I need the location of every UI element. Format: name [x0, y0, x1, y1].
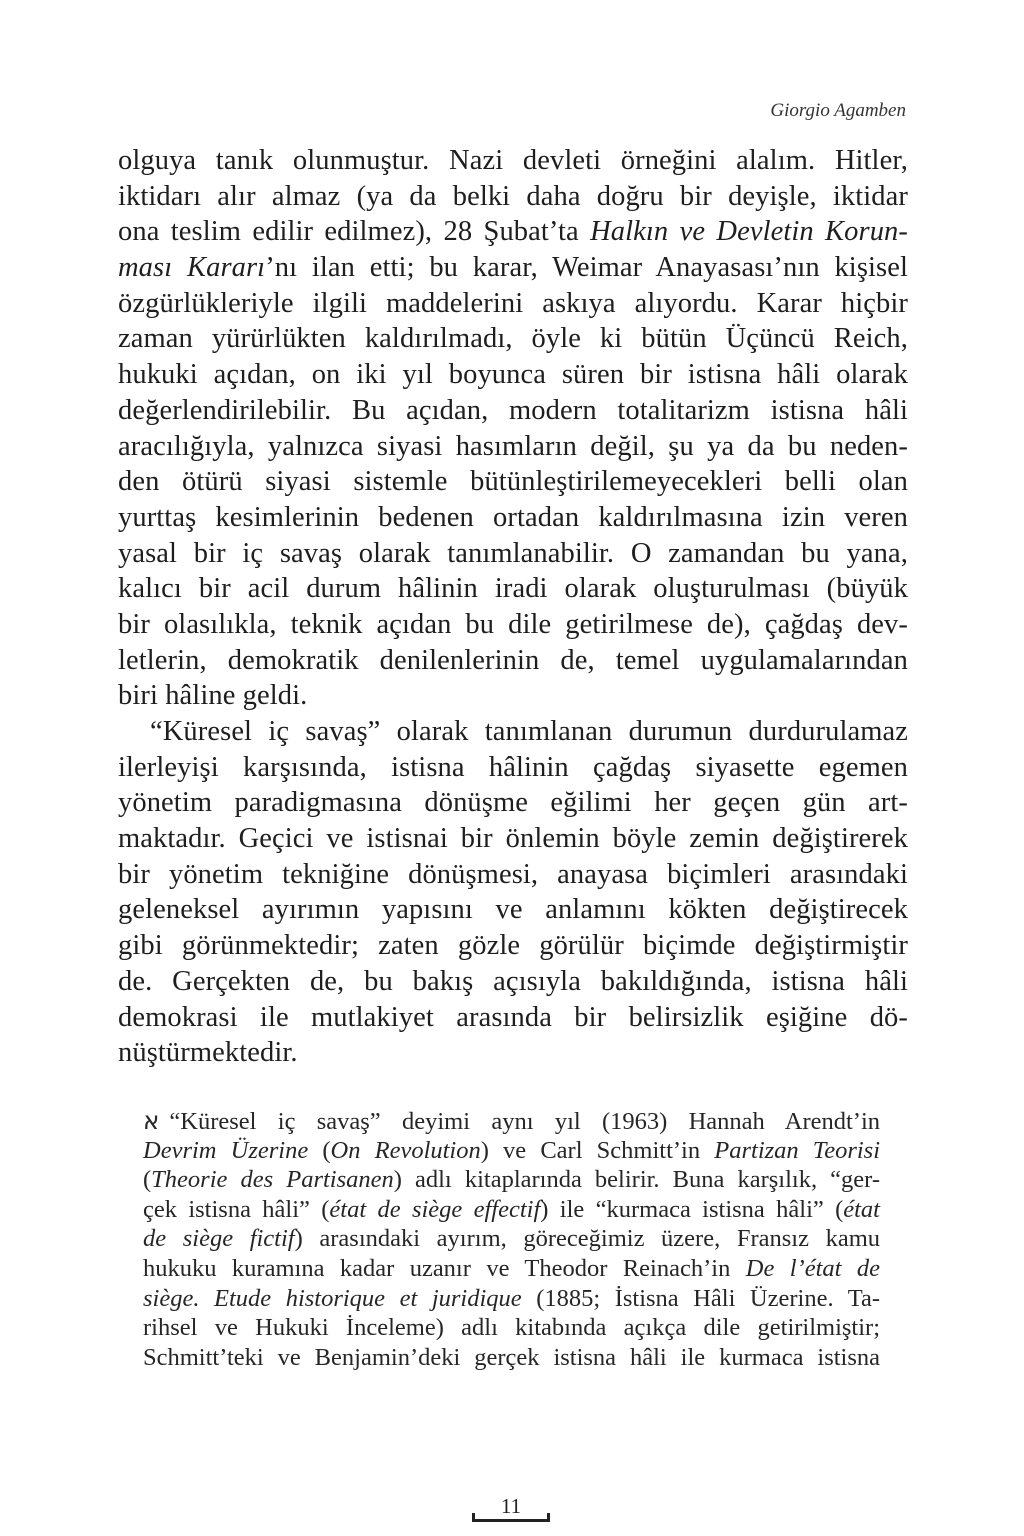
- body-text-line: [118, 821, 908, 857]
- text-segment: (: [308, 1136, 331, 1164]
- footnote-line: [143, 1106, 880, 1136]
- text-segment: rihsel ve Hukuki İnceleme) adlı kitabında açıkça dile getirilmiştir;: [143, 1314, 880, 1342]
- body-text-line: [118, 571, 908, 607]
- running-header-author: Giorgio Agamben: [770, 100, 906, 121]
- text-segment: gibi görünmektedir; zaten gözle görülür biçimde değiştirmiştir: [118, 930, 908, 962]
- text-segment: (1885; İstisna Hâli Üzerine. Ta-: [521, 1284, 880, 1312]
- text-segment: biri hâline geldi.: [118, 680, 308, 712]
- text-segment: zaman yürürlükten kaldırılmadı, öyle ki bütün Üçüncü Reich,: [118, 323, 908, 355]
- text-segment: iktidarı alır almaz (ya da belki daha doğru bir deyişle, iktidar: [118, 180, 908, 212]
- italic-text-segment: On Revolution: [330, 1136, 481, 1164]
- italic-text-segment: Theorie des Partisanen: [151, 1166, 394, 1194]
- text-segment: demokrasi ile mutlakiyet arasında bir belirsizlik eşiğine dö-: [118, 1001, 908, 1033]
- body-text-line: [118, 964, 908, 1000]
- text-segment: (: [143, 1166, 152, 1194]
- body-text-line: [118, 857, 908, 893]
- body-text-line: [118, 928, 908, 964]
- text-segment: çek istisna hâli” (: [143, 1195, 330, 1223]
- body-text-line: [118, 357, 908, 393]
- text-segment: Schmitt’teki ve Benjamin’deki gerçek istisna hâli ile kurmaca istisna: [143, 1343, 880, 1371]
- italic-text-segment: siège. Etude historique et juridique: [143, 1284, 522, 1312]
- text-segment: yönetim paradigmasına dönüşme eğilimi her geçen gün art-: [118, 787, 908, 819]
- body-text-line: [118, 179, 908, 215]
- body-text-line: [118, 1000, 908, 1036]
- text-segment: hukuki açıdan, on iki yıl boyunca süren bir istisna hâli olarak: [118, 359, 908, 391]
- text-segment: olguya tanık olunmuştur. Nazi devleti örneğini alalım. Hitler,: [118, 145, 908, 176]
- text-segment: ) ile “kurmaca istisna hâli” (: [540, 1195, 844, 1223]
- body-text-line: [118, 607, 908, 643]
- italic-text-segment: Halkın ve Devletin Korun-: [590, 216, 908, 248]
- body-text-line: [118, 286, 908, 322]
- text-segment: yasal bir iç savaş olarak tanımlanabilir. O zamandan bu yana,: [118, 537, 908, 569]
- body-text-line: [118, 214, 908, 250]
- text-segment: aracılığıyla, yalnızca siyasi hasımların değil, şu ya da bu neden-: [118, 430, 908, 462]
- italic-text-segment: Partizan Teorisi: [714, 1136, 880, 1164]
- footnote-line: [143, 1195, 880, 1225]
- body-text-line: [118, 143, 908, 179]
- text-segment: maktadır. Geçici ve istisnai bir önlemin böyle zemin değiştirerek: [118, 823, 908, 855]
- text-segment: ’nı ilan etti; bu karar, Weimar Anayasası’nın kişisel: [265, 252, 908, 284]
- aleph-note-marker: א: [143, 1106, 160, 1135]
- page-number: 11: [500, 1494, 522, 1518]
- text-segment: değerlendirilebilir. Bu açıdan, modern totalitarizm istisna hâli: [118, 394, 908, 426]
- footnote-line: [143, 1136, 880, 1166]
- text-segment: de. Gerçekten de, bu bakış açısıyla bakıldığında, istisna hâli: [118, 965, 908, 997]
- body-text-line: [118, 321, 908, 357]
- text-segment: ) arasındaki ayırım, göreceğimiz üzere, Fransız kamu: [294, 1225, 880, 1253]
- text-segment: bir yönetim tekniğine dönüşmesi, anayasa biçimleri arasındaki: [118, 858, 908, 890]
- text-segment: ona teslim edilir edilmez), 28 Şubat’ta: [118, 216, 591, 248]
- body-text-line: [118, 250, 908, 286]
- body-text-line: [118, 1035, 908, 1071]
- text-segment: “Küresel iç savaş” olarak tanımlanan durumun durdurulamaz: [150, 716, 908, 747]
- italic-text-segment: ması Kararı: [118, 252, 266, 284]
- italic-text-segment: Devrim Üzerine: [143, 1136, 309, 1164]
- text-segment: ) adlı kitaplarında belirir. Buna karşılık, “ger-: [393, 1166, 880, 1194]
- page-number-box: [472, 1494, 550, 1519]
- body-text-line: [118, 393, 908, 429]
- text-segment: den ötürü siyasi sistemle bütünleştirilemeyecekleri belli olan: [118, 466, 908, 498]
- body-text-line: [118, 500, 908, 536]
- text-segment: letlerin, demokratik denilenlerinin de, temel uygulamalarından: [118, 644, 908, 676]
- body-text-line: [118, 464, 908, 500]
- italic-text-segment: état de siège effectif: [329, 1195, 541, 1223]
- text-segment: nüştürmektedir.: [118, 1037, 298, 1069]
- footnote-line: [143, 1313, 880, 1343]
- footnote-block: [143, 1106, 880, 1372]
- footnote-line: [143, 1165, 880, 1195]
- text-segment: geleneksel ayırımın yapısını ve anlamını kökten değiştirecek: [118, 894, 908, 926]
- body-text-line: [118, 714, 908, 750]
- footnote-line: [143, 1343, 880, 1373]
- text-segment: yurttaş kesimlerinin bedenen ortadan kaldırılmasına izin veren: [118, 501, 908, 533]
- body-text-line: [118, 429, 908, 465]
- text-segment: özgürlükleriyle ilgili maddelerini askıya alıyordu. Karar hiçbir: [118, 287, 908, 319]
- body-text-line: [118, 536, 908, 572]
- body-text-line: [118, 750, 908, 786]
- footnote-line: [143, 1254, 880, 1284]
- main-body-text: [118, 143, 908, 1071]
- italic-text-segment: état: [843, 1195, 880, 1223]
- body-text-line: [118, 678, 908, 714]
- text-segment: hukuku kuramına kadar uzanır ve Theodor Reinach’in: [143, 1254, 746, 1282]
- text-segment: kalıcı bir acil durum hâlinin iradi olarak oluşturulması (büyük: [118, 573, 908, 605]
- text-segment: “Küresel iç savaş” deyimi aynı yıl (1963) Hannah Arendt’in: [169, 1108, 880, 1135]
- body-text-line: [118, 785, 908, 821]
- body-text-line: [118, 892, 908, 928]
- body-text-line: [118, 643, 908, 679]
- page-number-rule: [472, 1519, 550, 1522]
- text-segment: ilerleyişi karşısında, istisna hâlinin çağdaş siyasette egemen: [118, 751, 908, 783]
- footnote-line: [143, 1224, 880, 1254]
- italic-text-segment: de siège fictif: [143, 1225, 295, 1253]
- italic-text-segment: De l’état de: [745, 1254, 880, 1282]
- text-segment: ) ve Carl Schmitt’in: [480, 1136, 715, 1164]
- text-segment: bir olasılıkla, teknik açıdan bu dile getirilmese de), çağdaş dev-: [118, 608, 908, 640]
- footnote-line: [143, 1284, 880, 1314]
